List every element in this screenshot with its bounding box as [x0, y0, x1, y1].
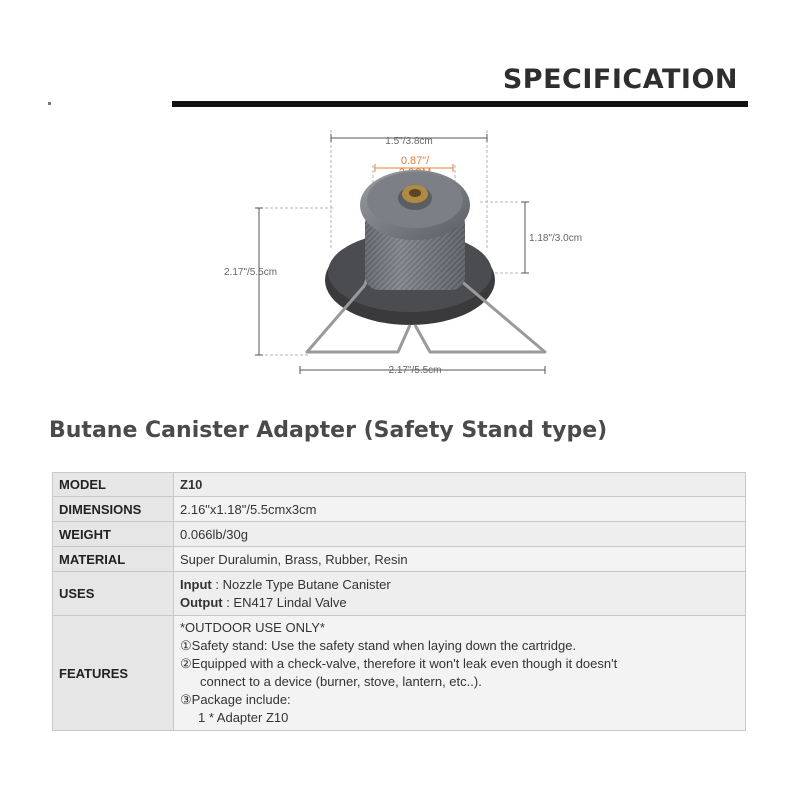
decorative-dot — [48, 102, 51, 105]
spec-table — [52, 472, 746, 731]
uses-input-value: : Nozzle Type Butane Canister — [211, 576, 391, 592]
material-value: Super Duralumin, Brass, Rubber, Resin — [174, 547, 746, 572]
features-line: connect to a device (burner, stove, lantern, etc..). — [200, 674, 482, 689]
uses-output-line — [180, 594, 739, 612]
model-value: Z10 — [174, 473, 746, 497]
dim-bottom-label: 2.17"/5.5cm — [388, 365, 442, 376]
weight-key: WEIGHT — [53, 522, 174, 547]
weight-value: 0.066lb/30g — [174, 522, 746, 547]
dimensions-key: DIMENSIONS — [53, 497, 174, 522]
table-row — [53, 547, 746, 572]
table-row — [53, 522, 746, 547]
dim-right-label: 1.18"/3.0cm — [529, 233, 583, 244]
uses-output-value: : EN417 Lindal Valve — [222, 594, 347, 610]
uses-key: USES — [53, 572, 174, 616]
features-value — [174, 616, 746, 731]
features-line: *OUTDOOR USE ONLY* — [180, 620, 325, 635]
features-line: 1 * Adapter Z10 — [198, 710, 289, 725]
dim-left-label: 2.17"/5.5cm — [224, 267, 278, 278]
table-row — [53, 497, 746, 522]
product-title: Butane Canister Adapter (Safety Stand type) — [49, 418, 608, 443]
uses-value — [174, 572, 746, 616]
features-line: ①Safety stand: Use the safety stand when laying down the cartridge. — [180, 638, 577, 653]
uses-input-line — [180, 576, 739, 594]
dimensions-value: 2.16"x1.18"/5.5cmx3cm — [174, 497, 746, 522]
product-dimension-figure — [215, 120, 583, 385]
table-row — [53, 473, 746, 497]
table-row — [53, 572, 746, 616]
spec-heading: SPECIFICATION — [502, 64, 738, 95]
features-line: ③Package include: — [180, 692, 291, 707]
uses-input-label: Input — [180, 576, 212, 592]
table-row — [53, 616, 746, 731]
dim-inner-label-a: 0.87"/ — [400, 155, 430, 167]
dim-top-label: 1.5"/3.8cm — [385, 136, 433, 147]
uses-output-label: Output — [180, 594, 223, 610]
features-key: FEATURES — [53, 616, 174, 731]
material-key: MATERIAL — [53, 547, 174, 572]
features-line: ②Equipped with a check-valve, therefore it won't leak even though it doesn't — [180, 656, 618, 671]
heading-underline — [172, 101, 748, 107]
model-key: MODEL — [53, 473, 174, 497]
